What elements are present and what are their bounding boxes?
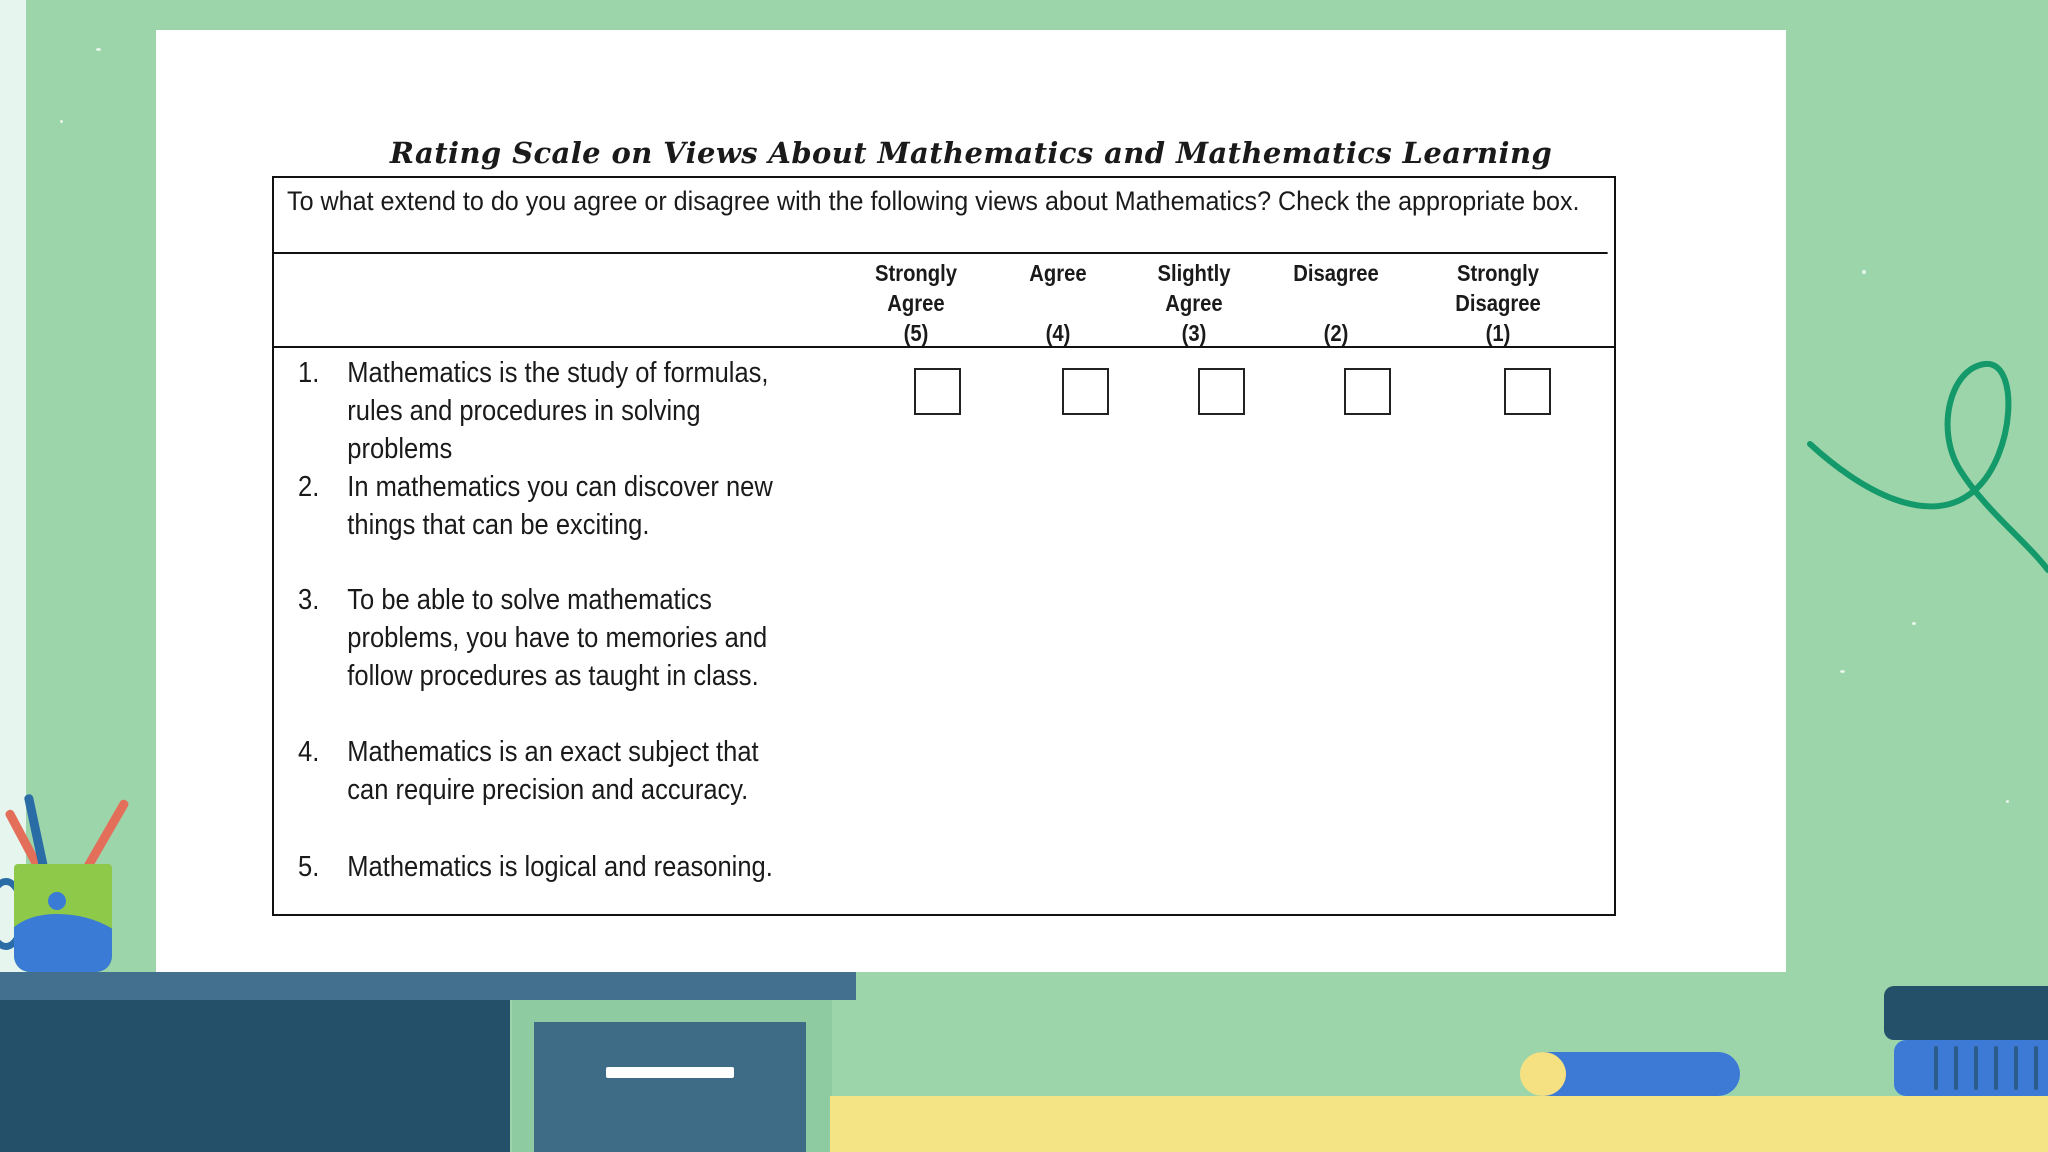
checkbox-disagree[interactable] — [1344, 368, 1391, 415]
background-speck — [2006, 800, 2009, 803]
squiggle-decoration — [1800, 340, 2048, 580]
column-label-line2: Disagree — [1455, 290, 1541, 316]
statement-number: 5. — [298, 851, 320, 883]
column-label-line1: Strongly — [874, 260, 958, 286]
statement-number: 1. — [298, 357, 320, 389]
book-page-line — [1994, 1046, 1998, 1090]
column-header-agree — [1005, 258, 1111, 348]
statement-text: Mathematics is the study of formulas, rules and procedures in solving problems — [347, 357, 769, 465]
column-label-line1: Agree — [1029, 260, 1087, 286]
column-header-disagree — [1283, 258, 1389, 348]
statement-number: 3. — [298, 584, 320, 616]
book-page-line — [1934, 1046, 1938, 1090]
column-header-strongly-agree — [863, 258, 969, 348]
statement-text: Mathematics is logical and reasoning. — [347, 851, 773, 883]
book-page-line — [2014, 1046, 2018, 1090]
book-stack-icon — [1884, 986, 2048, 1040]
statement-text: To be able to solve mathematics problems, you have to memories and follow procedures as taught in class. — [347, 584, 768, 692]
column-label-line1: Strongly — [1456, 260, 1540, 286]
column-label-line2: Agree — [1165, 290, 1223, 316]
book-icon — [1894, 1040, 2048, 1096]
column-value: (5) — [903, 320, 929, 346]
column-label-line1: Disagree — [1293, 260, 1379, 286]
column-header-strongly-disagree — [1445, 258, 1551, 348]
desk-drawer — [534, 1022, 806, 1152]
checkbox-agree[interactable] — [1062, 368, 1109, 415]
column-value: (3) — [1181, 320, 1207, 346]
book-page-line — [1954, 1046, 1958, 1090]
statement-number: 4. — [298, 736, 320, 768]
column-value: (2) — [1323, 320, 1349, 346]
background-speck — [96, 48, 101, 51]
book-page-line — [1974, 1046, 1978, 1090]
mug-wave-pattern — [14, 914, 112, 972]
background-speck — [1862, 270, 1866, 274]
yellow-table — [830, 1096, 2048, 1152]
checkbox-slightly-agree[interactable] — [1198, 368, 1245, 415]
column-value: (4) — [1045, 320, 1071, 346]
mug-dot-pattern — [48, 892, 66, 910]
statement-text: In mathematics you can discover new things that can be exciting. — [347, 471, 773, 541]
instruction-text: To what extend to do you agree or disagree with the following views about Mathematics? Check the appropriate box. — [274, 178, 1607, 254]
statement-text: Mathematics is an exact subject that can require precision and accuracy. — [347, 736, 759, 806]
scroll-cap-icon — [1520, 1052, 1566, 1096]
column-header-slightly-agree — [1141, 258, 1247, 348]
column-label-line2 — [1283, 288, 1389, 318]
column-value: (1) — [1485, 320, 1511, 346]
checkbox-strongly-agree[interactable] — [914, 368, 961, 415]
statement-number: 2. — [298, 471, 320, 503]
background-speck — [60, 120, 63, 123]
document-page — [156, 30, 1786, 972]
column-header-row — [274, 254, 1614, 348]
rating-scale-table — [272, 176, 1616, 916]
document-title: Rating Scale on Views About Mathematics and Mathematics Learning — [389, 136, 1553, 170]
pen-cup-icon — [14, 864, 112, 972]
drawer-handle-icon — [606, 1067, 734, 1078]
column-label-line2: Agree — [887, 290, 945, 316]
desk-top — [0, 972, 856, 1000]
background-speck — [1840, 670, 1845, 673]
desk-cabinet-left — [0, 1000, 510, 1152]
checkbox-strongly-disagree[interactable] — [1504, 368, 1551, 415]
book-page-line — [2034, 1046, 2038, 1090]
column-label-line1: Slightly — [1157, 260, 1231, 286]
column-label-line2 — [1005, 288, 1111, 318]
background-speck — [1912, 622, 1916, 625]
